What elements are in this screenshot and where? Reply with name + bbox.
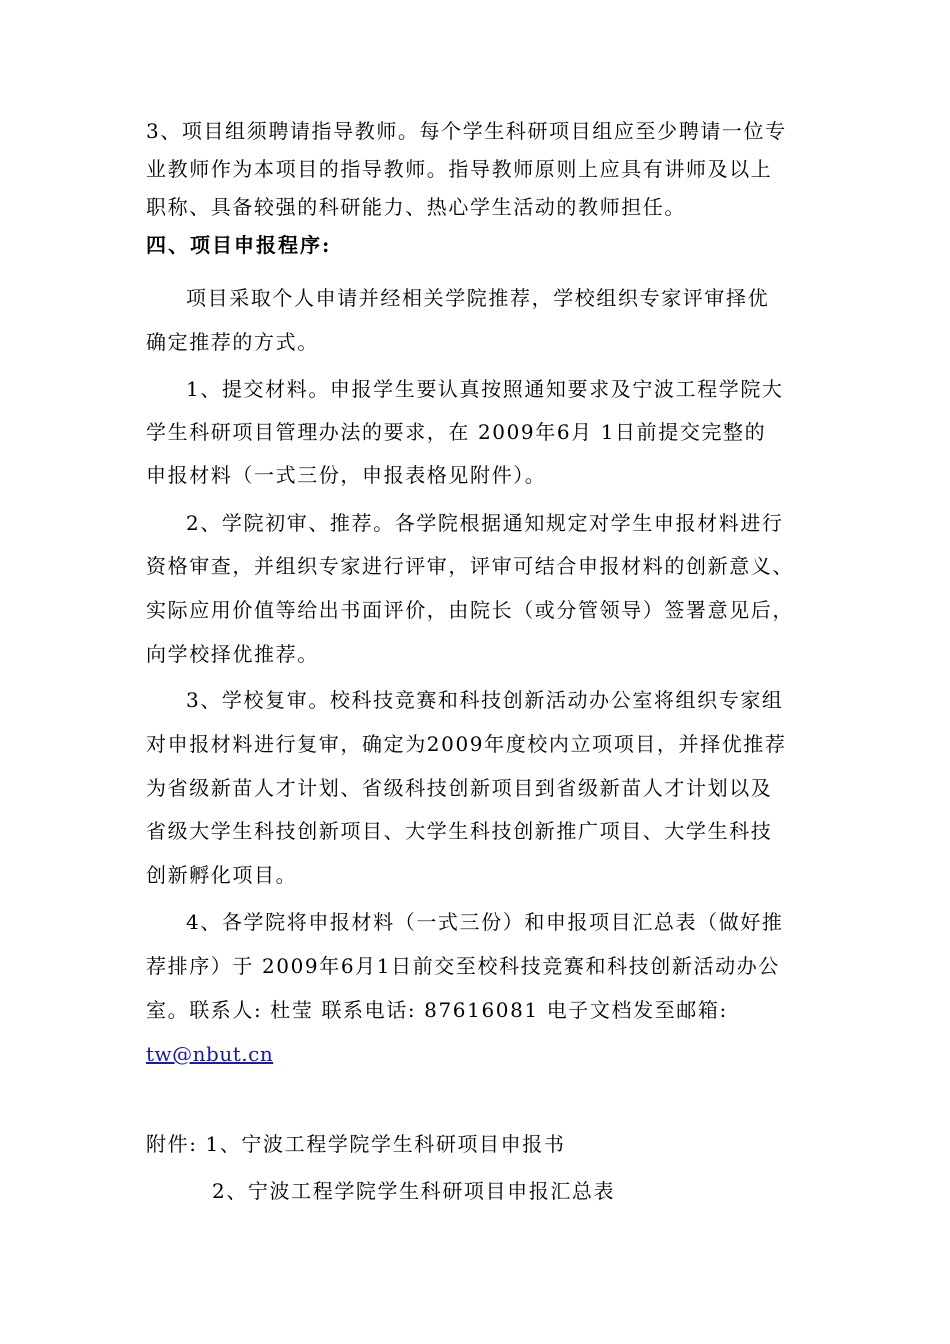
intro-line-2: 确定推荐的方式。 bbox=[146, 330, 319, 354]
section-heading-4: 四、项目申报程序: bbox=[146, 233, 332, 257]
step2-line-1: 2、学院初审、推荐。各学院根据通知规定对学生申报材料进行 bbox=[186, 511, 784, 535]
contact-email-line bbox=[146, 1041, 273, 1067]
step3-line-1: 3、学校复审。校科技竞赛和科技创新活动办公室将组织专家组 bbox=[186, 688, 784, 712]
attachment-2: 2、宁波工程学院学生科研项目申报汇总表 bbox=[212, 1179, 616, 1203]
step4-line-3: 室。联系人: 杜莹 联系电话: 87616081 电子文档发至邮箱: bbox=[146, 998, 728, 1022]
attachment-1: 附件: 1、宁波工程学院学生科研项目申报书 bbox=[146, 1132, 566, 1156]
step2-line-3: 实际应用价值等给出书面评价，由院长（或分管领导）签署意见后， bbox=[146, 598, 794, 622]
step1-line-3: 申报材料（一式三份，申报表格见附件）。 bbox=[146, 463, 547, 487]
rule3-line-1: 3、项目组须聘请指导教师。每个学生科研项目组应至少聘请一位专 bbox=[146, 119, 787, 143]
step2-line-4: 向学校择优推荐。 bbox=[146, 642, 319, 666]
step2-line-2: 资格审查，并组织专家进行评审，评审可结合申报材料的创新意义、 bbox=[146, 554, 794, 578]
step4-line-1: 4、各学院将申报材料（一式三份）和申报项目汇总表（做好推 bbox=[186, 910, 784, 934]
contact-email-link[interactable]: tw@nbut.cn bbox=[146, 1042, 274, 1066]
step3-line-4: 省级大学生科技创新项目、大学生科技创新推广项目、大学生科技 bbox=[146, 819, 773, 843]
rule3-line-2: 业教师作为本项目的指导教师。指导教师原则上应具有讲师及以上 bbox=[146, 157, 773, 181]
intro-line-1: 项目采取个人申请并经相关学院推荐，学校组织专家评审择优 bbox=[186, 286, 770, 310]
step4-line-2: 荐排序）于 2009年6月1日前交至校科技竞赛和科技创新活动办公 bbox=[146, 954, 780, 978]
step1-line-2: 学生科研项目管理办法的要求，在 2009年6月 1日前提交完整的 bbox=[146, 420, 767, 444]
rule3-line-3: 职称、具备较强的科研能力、热心学生活动的教师担任。 bbox=[146, 195, 686, 219]
step3-line-5: 创新孵化项目。 bbox=[146, 863, 298, 887]
step3-line-2: 对申报材料进行复审，确定为2009年度校内立项项目，并择优推荐 bbox=[146, 732, 787, 756]
step1-line-1: 1、提交材料。申报学生要认真按照通知要求及宁波工程学院大 bbox=[186, 377, 784, 401]
step3-line-3: 为省级新苗人才计划、省级科技创新项目到省级新苗人才计划以及 bbox=[146, 776, 773, 800]
